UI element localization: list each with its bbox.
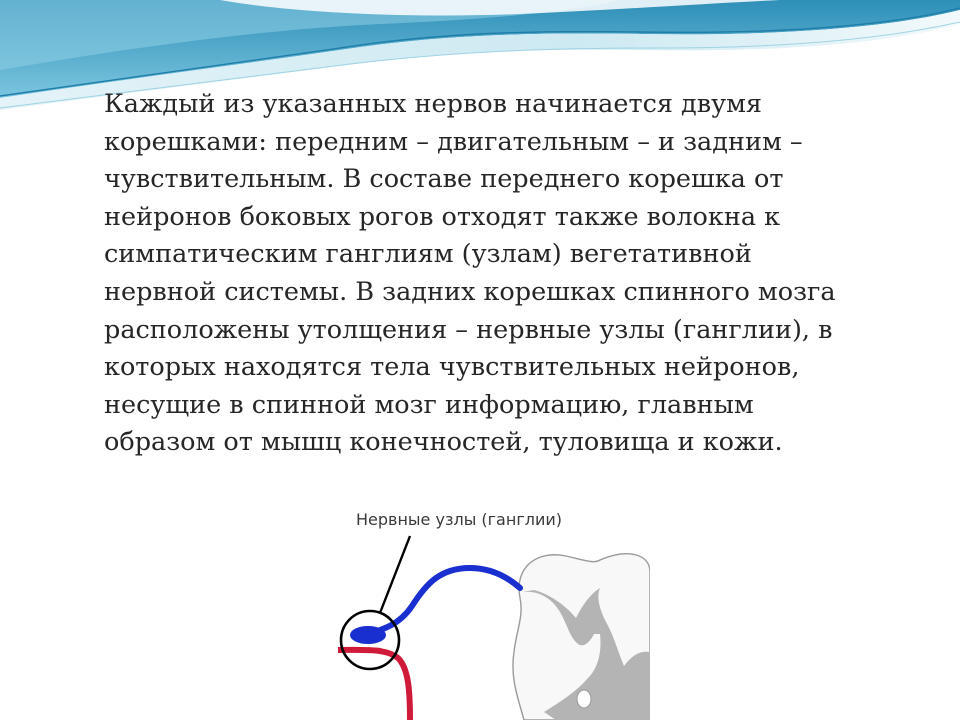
spinal-cord-diagram <box>338 502 650 720</box>
figure-label: Нервные узлы (ганглии) <box>356 510 562 529</box>
ganglion <box>350 626 386 644</box>
slide-body-text: Каждый из указанных нервов начинается двумя корешками: передним – двигательным – и задним – чувствительным. В составе переднего корешка от нейронов боковых рогов отходят также волокна к симпатическим ганглиям (узлам) вегетативной нервной системы. В задних корешках спинного мозга расположены утолщения – нервные узлы (ганглии), в которых находятся тела чувствительных нейронов, несущие в спинной мозг информацию, главным образом от мышц конечностей, туловища и кожи. <box>104 89 836 458</box>
spinal-cord-figure <box>338 502 650 720</box>
central-canal <box>577 690 591 708</box>
label-pointer-line <box>380 536 410 613</box>
